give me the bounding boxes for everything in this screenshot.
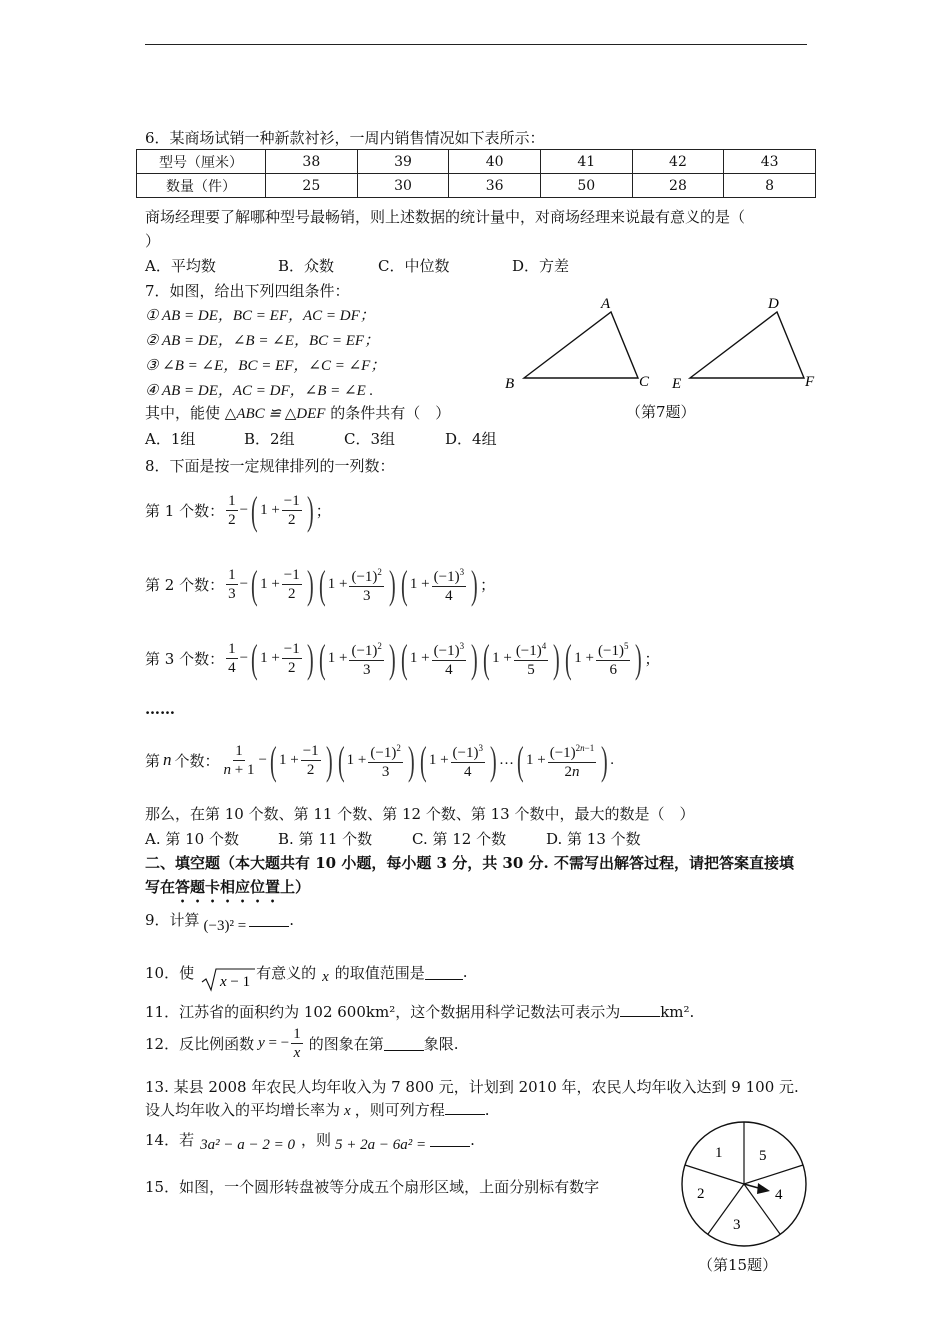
q10-var: x [322,968,329,985]
triangle-def [690,312,804,378]
q14-end: . [470,1130,475,1149]
q7-triangles-figure [500,290,830,400]
q12 [145,1026,458,1061]
q10 [145,952,468,992]
table-cell: 25 [266,174,358,198]
q10-answer-blank[interactable] [425,965,463,980]
q8-row-1 [145,482,331,538]
q8-option-a: A. 第 10 个数 [145,830,239,848]
section2-title-post: 上） [280,878,311,896]
table-cell: 41 [540,150,632,174]
label-d: D [768,296,779,312]
q6-question-end: ） [145,232,161,250]
q8-row-n [145,732,614,788]
section2-title-emph: 答题卡相应位置 [175,878,281,896]
q7-option-b: B．2组 [244,430,295,448]
svg-text:x − 1: x − 1 [220,974,251,990]
sector-label: 1 [715,1145,723,1161]
q12-post: 的图象在第 [308,1035,384,1053]
q7-condition-4: ④ AB = DE，AC = DF，∠B = ∠E . [145,383,374,399]
sqrt-sign [200,966,256,992]
q8-row-n-var: n [163,750,172,769]
table-cell: 39 [357,150,449,174]
q14-answer-blank[interactable] [430,1132,470,1147]
q7-question-pre: 其中，能使 [145,404,221,422]
q8-row-2 [145,556,495,612]
table-cell: 43 [724,150,816,174]
q14-math2: 5 + 2a − 6a² = [334,1137,427,1153]
q13-var: x [344,1103,351,1119]
q8-row-1-label: 第 1 个数： [145,501,225,520]
q7-question-post: 的条件共有（ ） [330,404,451,422]
q14-math1: 3a² − a − 2 = 0 [200,1137,295,1153]
q8-stem: 8．下面是按一定规律排列的一列数： [145,457,395,475]
triangle-abc [524,312,638,378]
q9-math: (−3)² = [203,918,247,934]
q9-answer-blank[interactable] [249,912,289,927]
q7-caption: （第7题） [626,403,696,421]
table-cell: 28 [632,174,724,198]
label-a: A [601,296,611,312]
table-row [137,174,816,198]
table-cell: 8 [724,174,816,198]
table-cell: 38 [266,150,358,174]
q8-option-c: C. 第 12 个数 [412,830,507,848]
table-cell: 42 [632,150,724,174]
q9-end: . [289,910,294,929]
q12-math: y = − $\frac{1}{x}$ [258,1026,301,1061]
q10-post: 的取值范围是 [334,963,425,982]
q8-row-n-label-pre: 第 [145,751,161,770]
q11-text: 11．江苏省的面积约为 102 600km²，这个数据用科学记数法可表示为 [145,1003,621,1021]
q8-row-3 [145,630,659,686]
q8-row-3-expr: $\frac{1}{4}$ − ( 1 + $\frac{-1}{2}$ ) ( 1 + $\frac{(-1)^2}{3}$ ) ( 1 + $\frac{(-1)^3}{4}$ ) ( 1 + $\frac{(-1)^4}{5}$ ) ( 1 + $\frac{(-1)^5}{6}$ ) ； [228,635,660,681]
pointer-arrow-icon [757,1183,770,1194]
q7-condition-1: ① AB = DE，BC = EF，AC = DF； [145,308,375,324]
q15-spinner-figure [678,1118,812,1252]
q7-condition-2: ② AB = DE，∠B = ∠E，BC = EF； [145,333,380,349]
q6-option-c: C．中位数 [378,257,450,275]
q8-question: 那么，在第 10 个数、第 11 个数、第 12 个数、第 13 个数中，最大的数是（ ） [145,805,695,823]
q8-option-d: D. 第 13 个数 [546,830,641,848]
table-row [137,150,816,174]
q10-pre: 10．使 [145,963,195,982]
q11 [145,1001,694,1022]
q8-row-3-label: 第 3 个数： [145,649,225,668]
q14 [145,1125,475,1154]
q13-end: . [484,1101,490,1119]
label-c: C [639,374,650,390]
table-header-cell: 数量（件） [137,174,266,198]
q8-row-2-expr: $\frac{1}{3}$ − ( 1 + $\frac{-1}{2}$ ) ( 1 + $\frac{(-1)^2}{3}$ ) ( 1 + $\frac{(-1)^3}{4}$ ) ； [228,561,496,607]
q12-answer-blank[interactable] [384,1036,424,1051]
q8-row-n-label-post: 个数： [174,751,220,770]
section2-title-line1: 二、填空题（本大题共有 10 小题，每小题 3 分，共 30 分. 不需写出解答过程，请把答案直接填 [145,854,794,872]
q6-option-a: A．平均数 [145,257,216,275]
q7-stem: 7．如图，给出下列四组条件： [145,282,350,300]
sector-label: 2 [697,1186,705,1202]
header-rule [145,44,807,45]
q13-line2-pre: 设人均年收入的平均增长率为 [145,1101,341,1119]
q8-ellipsis: …… [145,700,175,718]
table-cell: 36 [449,174,541,198]
sector-label: 4 [775,1187,783,1203]
q7-option-d: D．4组 [445,430,497,448]
q6-table [136,149,816,198]
q10-mid: 有意义的 [256,963,317,982]
sector-divider [744,1165,803,1184]
sector-label: 5 [759,1148,767,1164]
q7-question-math: △ABC ≌ △DEF [224,406,326,422]
table-cell: 40 [449,150,541,174]
q12-pre: 12．反比例函数 [145,1035,255,1053]
q7-option-c: C．3组 [344,430,396,448]
q11-answer-blank[interactable] [620,1002,660,1017]
label-b: B [505,376,515,392]
table-cell: 50 [540,174,632,198]
q15-caption: （第15题） [698,1256,778,1274]
q9-pre: 9．计算 [145,911,200,929]
q13-line2-post: ，则可列方程 [354,1101,445,1119]
q7-condition-3: ③ ∠B = ∠E，BC = EF，∠C = ∠F； [145,358,386,374]
q13-answer-blank[interactable] [445,1100,485,1115]
q14-pre: 14．若 [145,1131,195,1149]
q10-end: . [462,963,468,981]
q7-option-a: A．1组 [145,430,196,448]
label-e: E [672,376,682,392]
q8-row-2-label: 第 2 个数： [145,575,225,594]
q9 [145,904,294,935]
q14-mid: ，则 [300,1131,331,1149]
q6-question: 商场经理要了解哪种型号最畅销，则上述数据的统计量中，对商场经理来说最有意义的是（ [145,208,746,226]
q15-text: 15．如图，一个圆形转盘被等分成五个扇形区域，上面分别标有数字 [145,1178,600,1196]
table-header-cell: 型号（厘米） [137,150,266,174]
q8-row-n-expr: $\frac{1}{n + 1}$ − ( 1 + $\frac{-1}{2}$ ) ( 1 + $\frac{(-1)^2}{3}$ ) ( 1 + $\frac{(-1)^3}{4}$ ) … ( 1 + $\frac{(-1)^{2n-1}}{2n}$ ) . [223,737,614,783]
q6-option-b: B．众数 [278,257,335,275]
q6-stem: 6．某商场试销一种新款衬衫，一周内销售情况如下表所示： [145,129,545,147]
q13-line1: 13. 某县 2008 年农民人均年收入为 7 800 元，计划到 2010 年，农民人均年收入达到 9 100 元. [145,1078,799,1096]
q11-end: km². [660,1003,695,1021]
q8-option-b: B. 第 11 个数 [278,830,373,848]
q10-math [200,966,256,992]
section2-title-line2 [145,876,310,906]
table-cell: 30 [357,174,449,198]
q12-end: 象限. [423,1035,459,1053]
label-f: F [805,374,815,390]
q13-line2 [145,1099,489,1120]
section2-title-pre: 写在 [145,878,176,896]
q8-row-1-expr: $\frac{1}{2}$ − ( 1 + $\frac{-1}{2}$ ) ； [228,487,331,533]
q6-option-d: D．方差 [512,257,570,275]
sector-label: 3 [733,1217,741,1233]
sector-divider [685,1165,744,1184]
